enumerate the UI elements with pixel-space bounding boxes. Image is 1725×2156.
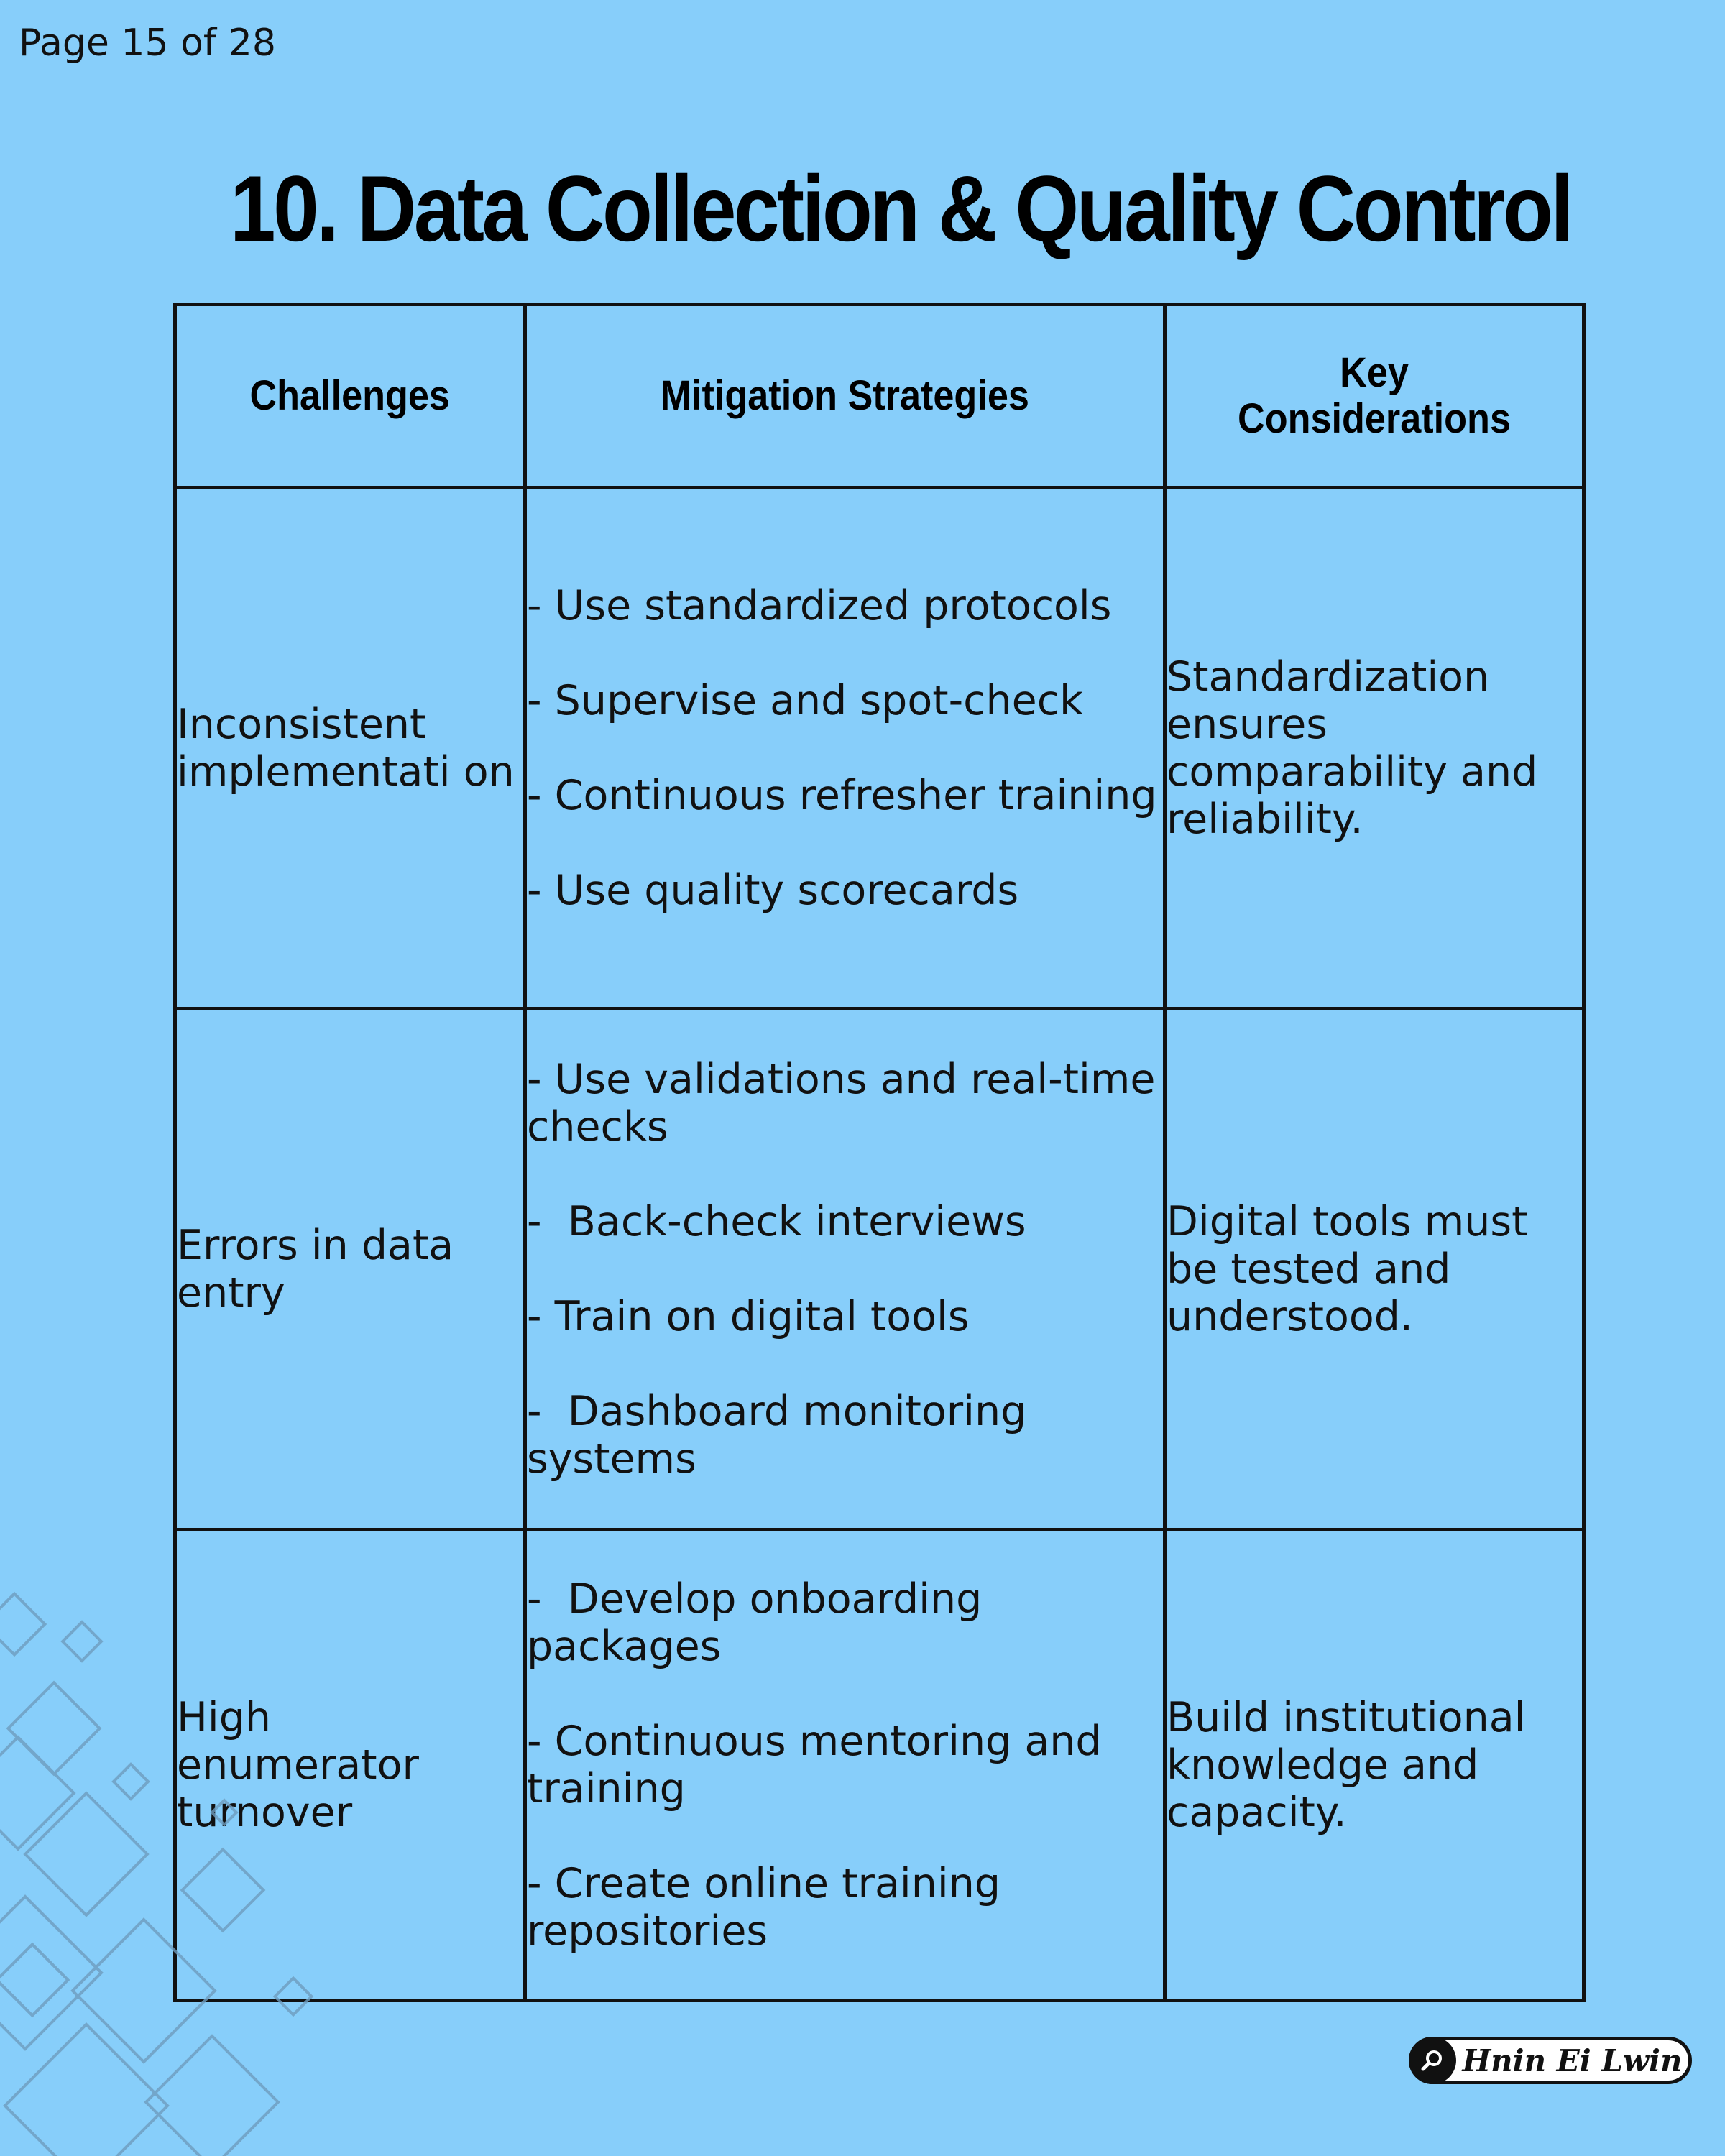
strategy-item: - Use validations and real-time checks	[527, 1056, 1169, 1151]
column-header-challenges: Challenges	[175, 305, 525, 488]
table-row	[175, 488, 1584, 1009]
strategy-item: - Train on digital tools	[527, 1293, 970, 1340]
strategy-item: - Continuous mentoring and training	[527, 1718, 1115, 1812]
consideration-cell: Standardization ensures comparability and reliability.	[1165, 488, 1584, 1009]
strategy-item: - Develop onboarding packages	[527, 1575, 995, 1670]
diamond-pattern-decoration	[0, 1581, 402, 2156]
page-number: Page 15 of 28	[19, 22, 276, 65]
challenge-cell: Inconsistent implementati on	[175, 488, 525, 1009]
strategy-item: - Use standardized protocols	[527, 582, 1112, 630]
strategy-item: - Use quality scorecards	[527, 867, 1019, 914]
strategies-cell	[525, 1009, 1169, 1530]
strategy-item: - Create online training repositories	[527, 1860, 1014, 1955]
strategy-item: - Supervise and spot-check	[527, 677, 1084, 724]
strategies-cell	[525, 1530, 1165, 2001]
challenge-cell: Errors in data entry	[175, 1009, 525, 1530]
strategy-item: - Back-check interviews	[527, 1198, 1026, 1245]
consideration-cell: Build institutional knowledge and capacity.	[1165, 1530, 1584, 2001]
strategy-item: - Dashboard monitoring systems	[527, 1388, 1040, 1483]
consideration-cell: Digital tools must be tested and understood.	[1165, 1009, 1584, 1530]
column-header-mitigation-strategies: Mitigation Strategies	[525, 305, 1165, 488]
page-title: 10. Data Collection & Quality Control	[230, 156, 1571, 261]
strategies-cell	[525, 488, 1165, 1009]
challenge-cell: High enumerator turnover	[175, 1530, 525, 2001]
table-row	[175, 1009, 1584, 1530]
magnifier-icon	[1409, 2037, 1456, 2084]
strategy-item: - Continuous refresher training	[527, 772, 1157, 819]
author-badge	[1409, 2037, 1692, 2084]
author-name: Hnin Ei Lwin	[1462, 2042, 1683, 2078]
table-header-row	[175, 305, 1584, 488]
column-header-key-considerations: Key Considerations	[1165, 305, 1584, 488]
